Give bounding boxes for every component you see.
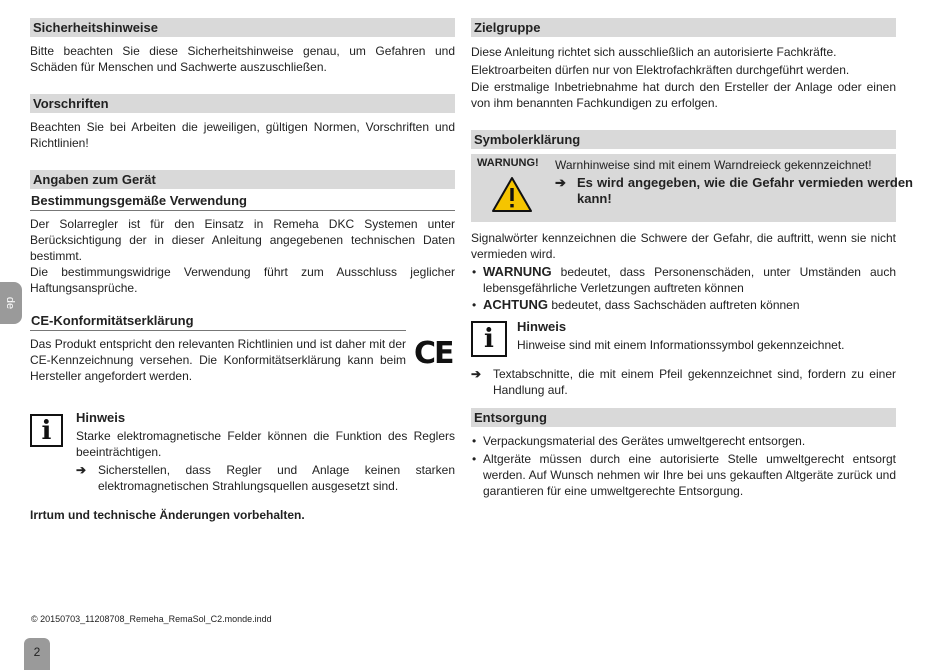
signal-word-achtung: ACHTUNG — [483, 297, 548, 312]
arrow-right-icon: ➔ — [76, 463, 87, 477]
hint-text: Starke elektromagnetische Felder können die Funktion des Reglers beeinträchtigen. — [76, 429, 455, 459]
footer-file-info: © 20150703_11208708_Remeha_RemaSol_C2.monde.indd — [31, 614, 272, 624]
warning-arrow-text: Es wird angegeben, wie die Gefahr vermieden werden kann! — [577, 175, 913, 206]
audience-line-1: Diese Anleitung richtet sich ausschließlich an autorisierte Fachkräfte. — [471, 45, 837, 59]
section-heading-symbols: Symbolerklärung — [471, 130, 896, 149]
bullet-dot: • — [472, 298, 477, 312]
hint-box — [30, 410, 455, 496]
ce-mark-logo: CE — [414, 336, 453, 371]
warning-triangle-icon — [491, 176, 533, 213]
signal-text-warnung: bedeutet, dass Personenschäden, unter Umständen auch lebensgefährliche Verletzungen auftreten können — [483, 265, 896, 295]
section-heading-safety: Sicherheitshinweise — [30, 18, 455, 37]
warning-arrow-item — [555, 175, 913, 207]
bullet-dot: • — [472, 452, 477, 466]
section-heading-audience: Zielgruppe — [471, 18, 896, 37]
section-heading-disposal: Entsorgung — [471, 408, 896, 427]
hint-arrow-text: Sicherstellen, dass Regler und Anlage keinen starken elektromagnetischen Strahlungsquellen ausgesetzt sind. — [98, 463, 455, 493]
audience-line-3: Die erstmalige Inbetriebnahme hat durch den Ersteller der Anlage oder einen von ihm benannten Fachkundigen zu erfolgen. — [471, 80, 896, 110]
signal-text-achtung: bedeutet, dass Sachschäden auftreten können — [548, 298, 800, 312]
disposal-bullet-2 — [471, 451, 896, 499]
section-heading-device: Angaben zum Gerät — [30, 170, 455, 189]
audience-line-2: Elektroarbeiten dürfen nur von Elektrofachkräften durchgeführt werden. — [471, 63, 850, 77]
warning-box — [471, 154, 913, 222]
language-tab-label: de — [4, 296, 17, 310]
signal-words-text: Signalwörter kennzeichnen die Schwere der Gefahr, die auftritt, wenn sie nicht vermieden wird. — [471, 231, 896, 261]
warning-text: Warnhinweise sind mit einem Warndreieck gekennzeichnet! — [555, 158, 872, 172]
intended-use-text-1: Der Solarregler ist für den Einsatz in Remeha DKC Systemen unter Berücksichtigung der in dieser Anleitung angegebenen technischen Daten bestimmt. — [30, 217, 455, 263]
bullet-dot: • — [472, 265, 477, 279]
page-number: 2 — [24, 638, 50, 670]
signal-bullet-achtung — [471, 297, 896, 313]
ce-block — [30, 312, 455, 384]
left-column — [30, 18, 455, 522]
intended-use-text-2: Die bestimmungswidrige Verwendung führt zum Ausschluss jeglicher Haftungsansprüche. — [30, 265, 455, 295]
safety-text: Bitte beachten Sie diese Sicherheitshinweise genau, um Gefahren und Schäden für Menschen und Sachwerte auszuschließen. — [30, 44, 455, 74]
ce-text: Das Produkt entspricht den relevanten Richtlinien und ist daher mit der CE-Kennzeichnung versehen. Die Konformitätserklärung kann beim Hersteller angefordert werden. — [30, 337, 406, 383]
hint-arrow-item — [76, 462, 455, 494]
arrow-right-icon: ➔ — [471, 367, 482, 381]
bullet-dot: • — [472, 434, 477, 448]
info-icon: i — [30, 414, 63, 447]
section-heading-regulations: Vorschriften — [30, 94, 455, 113]
signal-bullet-warnung — [471, 264, 896, 296]
ce-heading: CE-Konformitätserklärung — [30, 312, 406, 331]
symbol-hint-title: Hinweis — [517, 319, 567, 334]
language-tab — [0, 282, 22, 324]
info-icon: i — [471, 321, 507, 357]
arrow-explanation-text: Textabschnitte, die mit einem Pfeil gekennzeichnet sind, fordern zu einer Handlung auf. — [493, 367, 896, 397]
disposal-bullet-1 — [471, 433, 896, 449]
symbol-hint-box — [471, 319, 896, 359]
signal-word-warnung: WARNUNG — [483, 264, 552, 279]
regulations-text: Beachten Sie bei Arbeiten die jeweiligen, gültigen Normen, Vorschriften und Richtlinien! — [30, 120, 455, 150]
hint-title: Hinweis — [76, 410, 126, 425]
disclaimer: Irrtum und technische Änderungen vorbehalten. — [30, 508, 305, 522]
intended-use-heading: Bestimmungsgemäße Verwendung — [30, 192, 455, 211]
symbol-hint-text: Hinweise sind mit einem Informationssymbol gekennzeichnet. — [517, 338, 845, 352]
disposal-text-1: Verpackungsmaterial des Gerätes umweltgerecht entsorgen. — [483, 434, 806, 448]
arrow-explanation-item — [471, 366, 896, 398]
arrow-right-icon: ➔ — [555, 175, 566, 190]
right-column — [471, 18, 913, 499]
warning-label: WARNUNG! — [477, 157, 539, 169]
disposal-text-2: Altgeräte müssen durch eine autorisierte Stelle umweltgerecht entsorgt werden. Auf Wunsch nehmen wir Ihre bei uns gekauften Altgeräte zurück und garantieren für eine umweltgerechte Entsorgung. — [483, 452, 896, 498]
